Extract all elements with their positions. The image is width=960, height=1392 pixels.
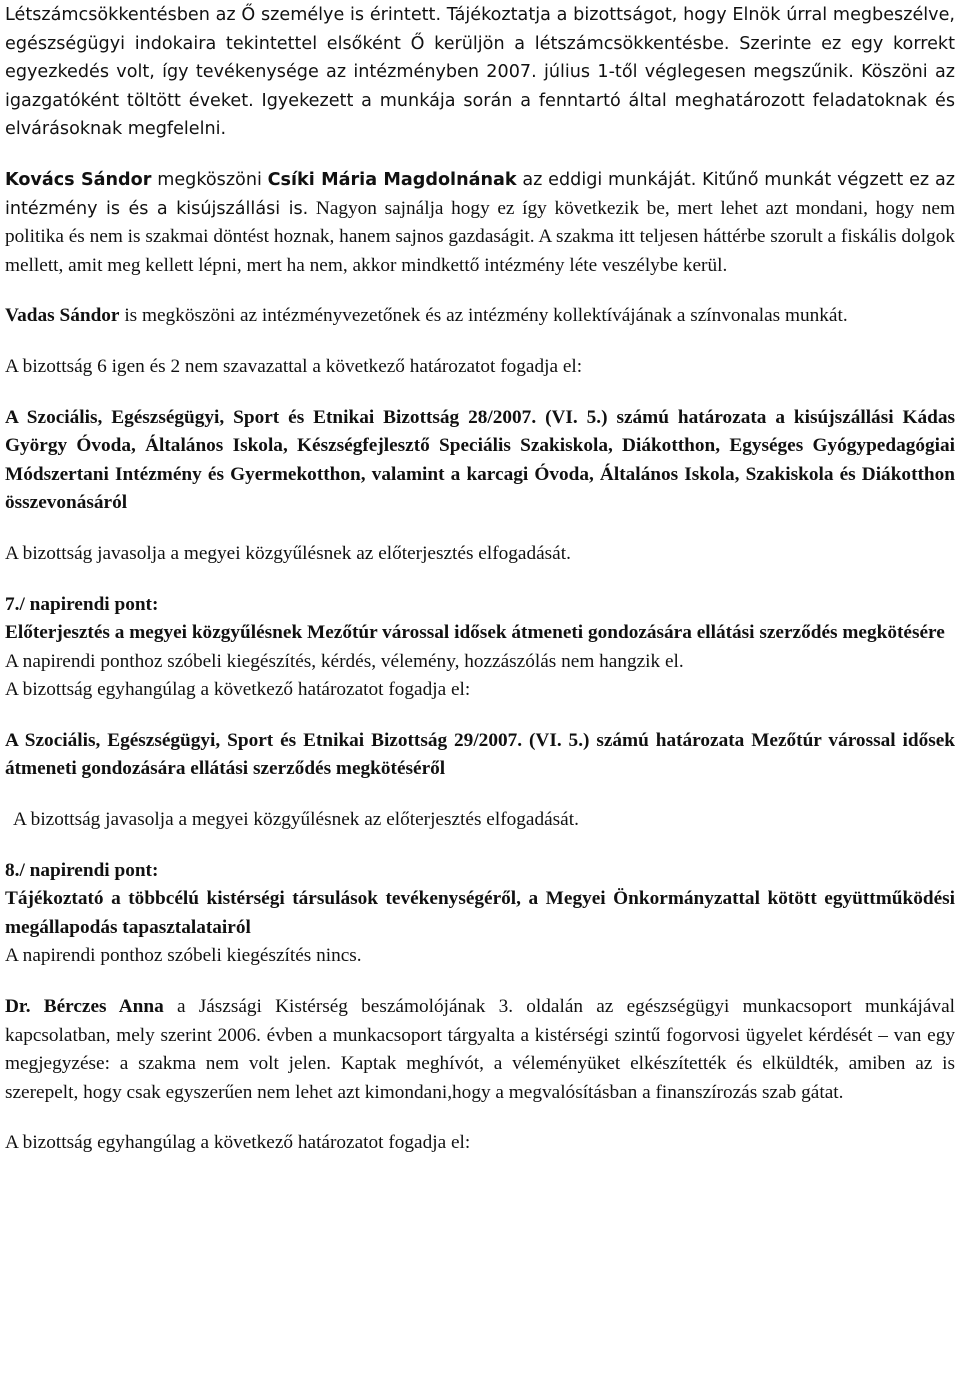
paragraph-vote-2: A bizottság egyhangúlag a következő határozatot fogadja el:: [5, 679, 471, 701]
paragraph-vote-1: A bizottság 6 igen és 2 nem szavazattal a következő határozatot fogadja el:: [5, 355, 583, 377]
speaker-name: Dr. Bérczes Anna: [5, 996, 164, 1018]
paragraph-resignation: Létszámcsökkentésben az Ő személye is érintett. Tájékoztatja a bizottságot, hogy Elnök úrral megbeszélve, egészségügyi indokaira tekintettel elsőként Ő kerüljön a létszámcsökkentésbe. Szerinte ez egy korrekt egyezkedés volt, így tevékenysége az intézményben 2007. július 1-től véglegesen megszűnik. Köszöni az igazgatóként töltött éveket. Igyekezett a munkája során a fenntartó által meghatározott feladatoknak és elvárásoknak megfelelni.: [5, 5, 955, 140]
agenda-heading-8: 8./ napirendi pont:: [5, 859, 159, 881]
speaker-name: Vadas Sándor: [5, 305, 120, 327]
paragraph-no-comment: A napirendi ponthoz szóbeli kiegészítés, kérdés, vélemény, hozzászólás nem hangzik el.: [5, 650, 684, 672]
resolution-29: A Szociális, Egészségügyi, Sport és Etnikai Bizottság 29/2007. (VI. 5.) számú határozata Mezőtúr várossal idősek átmeneti gondozására ellátási szerződés megkötéséről: [5, 729, 955, 780]
paragraph-no-supplement: A napirendi ponthoz szóbeli kiegészítés nincs.: [5, 945, 362, 967]
person-name: Csíki Mária Magdolnának: [267, 169, 517, 190]
paragraph-recommend-1: A bizottság javasolja a megyei közgyűlésnek az előterjesztés elfogadását.: [5, 542, 571, 564]
speaker-name: Kovács Sándor: [5, 169, 152, 190]
document-page: [5, 0, 955, 1158]
paragraph-vadas: Vadas Sándor is megköszöni az intézményvezetőnek és az intézmény kollektívájának a színvonalas munkát.: [5, 305, 848, 327]
paragraph-vote-3: A bizottság egyhangúlag a következő határozatot fogadja el:: [5, 1132, 471, 1154]
agenda-heading-7: 7./ napirendi pont:: [5, 593, 159, 615]
paragraph-berczes: Dr. Bérczes Anna a Jászsági Kistérség beszámolójának 3. oldalán az egészségügyi munkacsoport munkájával kapcsolatban, mely szerint 2006. évben a munkacsoport tárgyalta a kistérségi szintű fogorvosi ügyelet kérdését – van egy megjegyzése: a szakma nem volt jelen. Kaptak meghívót, a véleményüket elkészítették és elküldték, amiben az is szerepelt, hogy csak egyszerűen nem lehet azt kimondani,hogy a megvalósításban a finanszírozás szab gátat.: [5, 996, 955, 1103]
paragraph-recommend-2: A bizottság javasolja a megyei közgyűlésnek az előterjesztés elfogadását.: [13, 809, 579, 831]
agenda-title-8: Tájékoztató a többcélú kistérségi társulások tevékenységéről, a Megyei Önkormányzattal kötött együttműködési megállapodás tapasztalatairól: [5, 888, 955, 938]
agenda-title-7: Előterjesztés a megyei közgyűlésnek Mezőtúr várossal idősek átmeneti gondozására ellátási szerződés megkötésére: [5, 622, 945, 644]
resolution-28: A Szociális, Egészségügyi, Sport és Etnikai Bizottság 28/2007. (VI. 5.) számú határozata a kisújszállási Kádas György Óvoda, Általános Iskola, Készségfejlesztő Speciális Szakiskola, Diákotthon, Egységes Gyógypedagógiai Módszertani Intézmény és Gyermekotthon, valamint a karcagi Óvoda, Általános Iskola, Szakiskola és Diákotthon összevonásáról: [5, 406, 955, 514]
paragraph-kovacs: Kovács Sándor megköszöni Csíki Mária Magdolnának az eddigi munkáját. Kitűnő munkát végzett ez az intézmény is és a kisújszállási is. Nagyon sajnálja hogy ez így következik be, mert lehet azt mondani, hogy nem politika és nem is szakmai döntést hoznak, hanem sajnos gazdaságit. A szakma itt teljesen háttérbe szorult a fiskális dolgok mellett, amit meg kellett lépni, mert ha nem, akkor mindkettő intézmény léte veszélybe kerül.: [5, 169, 955, 276]
